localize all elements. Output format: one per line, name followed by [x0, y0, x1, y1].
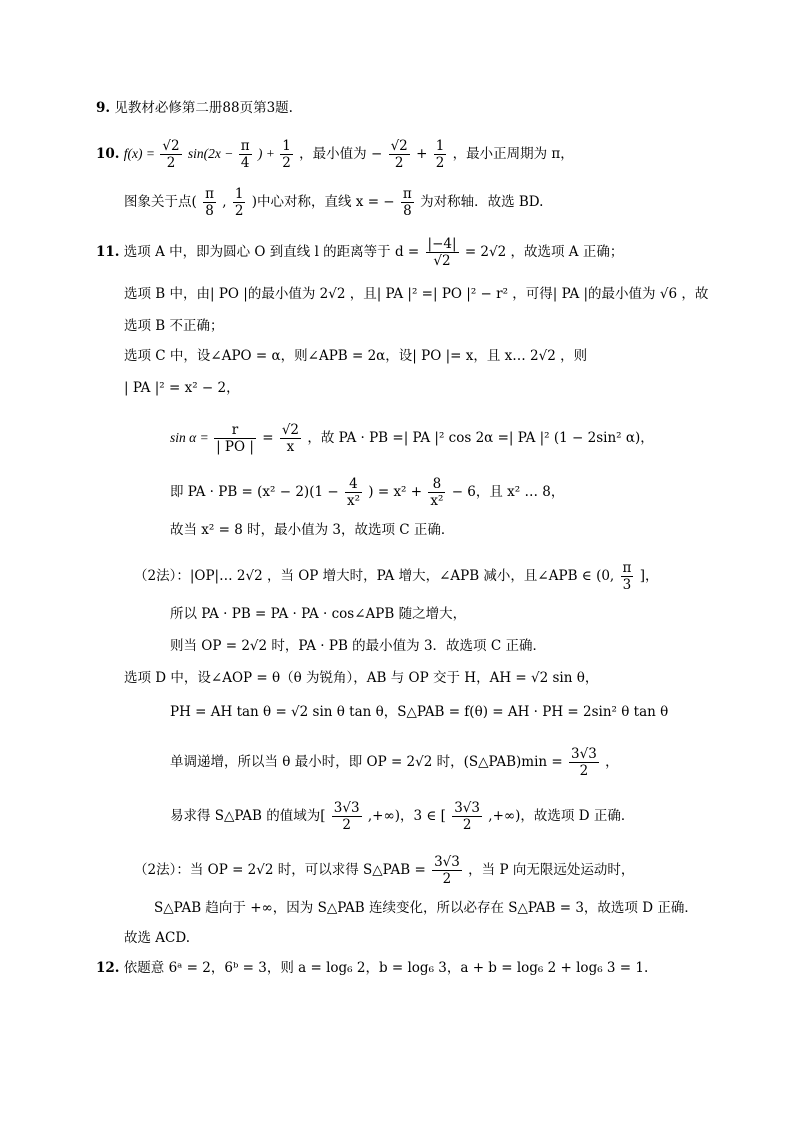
q10-symmetry-text: 图象关于点(	[124, 194, 197, 210]
q11-line18: 故选 ACD.	[124, 930, 191, 946]
q11-line4: 选项 C 中，设∠APO = α，则∠APB = 2α，设| PO |= x，且 x… 2√2 ，则	[124, 348, 588, 364]
q10-period-text: ，最小正周期为 π，	[452, 146, 574, 162]
q9-number: 9.	[96, 100, 111, 116]
q11-l1-text: 选项 A 中，即为圆心 O 到直线 l 的距离等于 d =	[123, 244, 424, 260]
q10-frac7-den: 2	[234, 203, 244, 219]
q10-frac7	[233, 186, 246, 219]
q11-l7-f2-den: x²	[430, 493, 444, 509]
q11-l9-frac	[621, 560, 634, 593]
q11-l15-f1-den: 2	[332, 816, 362, 833]
q11-l6-eq: =	[262, 430, 278, 446]
q10-frac1-den: 2	[160, 154, 181, 171]
q11-line14	[170, 746, 619, 779]
q10-frac5-num: 1	[435, 138, 445, 154]
q11-l15-pre: 易求得 S△PAB 的值域为[	[170, 808, 326, 824]
q10-frac2-den: 4	[239, 154, 252, 171]
q10-frac5-den: 2	[435, 155, 445, 171]
q10-comma: ,	[222, 194, 227, 210]
q11-l15-mid: ,+∞)，3 ∈ [	[367, 808, 446, 824]
q10-frac2	[239, 138, 252, 171]
q10-plus: ) +	[257, 146, 279, 161]
q11-line9	[134, 560, 658, 593]
q10-frac4-num: √2	[390, 138, 408, 154]
q11-line8: 故当 x² = 8 时，最小值为 3，故选项 C 正确．	[170, 522, 455, 538]
q11-l14-f-num: 3√3	[571, 746, 597, 762]
q11-l16-pre: （2法）：当 OP = 2√2 时，可以求得 S△PAB =	[134, 862, 431, 878]
q11-l9-end: ]，	[639, 568, 659, 584]
q10-frac1-num: √2	[162, 138, 180, 154]
q10-frac6-num: π	[205, 186, 214, 202]
q10-frac4	[389, 138, 410, 171]
q11-l6-f1-num: r	[231, 422, 239, 438]
q11-l14-frac	[569, 746, 599, 779]
q11-line10: 所以 PA · PB = PA · PA · cos∠APB 随之增大，	[170, 606, 467, 622]
q11-l15-end: ,+∞)，故选项 D 正确．	[488, 808, 635, 824]
q11-l16-f-num: 3√3	[434, 854, 460, 870]
q11-l6-end: ，故 PA · PB =| PA |² cos 2α =| PA |² (1 − 2sin² α)，	[307, 430, 654, 446]
q10-min-text: ，最小值为 −	[299, 146, 383, 162]
q9-text: 见教材必修第二册88页第3题.	[114, 100, 293, 116]
q11-l6-f2-den: x	[280, 438, 301, 455]
q12-number: 12.	[96, 960, 120, 976]
q11-line7	[170, 476, 564, 509]
q11-l16-frac	[432, 854, 462, 887]
q11-l14-f-den: 2	[569, 762, 599, 779]
q10-frac3-den: 2	[282, 155, 291, 171]
q11-line5: | PA |² = x² − 2，	[124, 380, 240, 396]
q10-frac8-den: 8	[401, 202, 414, 219]
q11-l1-frac-den: √2	[426, 252, 459, 269]
q10-frac1	[160, 138, 181, 171]
q11-l6-f2-num: √2	[281, 422, 300, 438]
q11-l15-f1-num: 3√3	[333, 800, 360, 816]
q11-line11: 则当 OP = 2√2 时，PA · PB 的最小值为 3．故选项 C 正确．	[170, 638, 546, 654]
q11-l7-end: − 6，且 x² … 8，	[451, 484, 565, 500]
q10-frac6	[203, 186, 216, 219]
q11-l7-mid: ) = x² +	[368, 484, 427, 500]
q11-l7-frac1	[345, 476, 362, 509]
q11-line15	[170, 800, 634, 833]
q12-text: 依题意 6ᵃ = 2，6ᵇ = 3，则 a = log₆ 2，b = log₆ 3，a + b = log₆ 2 + log₆ 3 = 1.	[123, 960, 649, 976]
q11-line6	[170, 422, 654, 455]
q11-line3: 选项 B 不正确；	[124, 318, 224, 334]
q11-l7-f2-num: 8	[432, 476, 442, 492]
q11-l6-pre: sin α =	[170, 430, 213, 445]
q11-l7-f1-den: x²	[346, 493, 360, 509]
q11-l15-frac2	[452, 800, 482, 833]
q10-plus2: +	[416, 146, 432, 162]
q11-l14-pre: 单调递增，所以当 θ 最小时，即 OP = 2√2 时，(S△PAB)min =	[170, 754, 568, 770]
q10-frac3	[280, 138, 293, 171]
q11-line1	[96, 236, 623, 269]
q11-l6-frac2	[280, 422, 301, 455]
q10-frac6-den: 8	[203, 202, 216, 219]
q11-line12: 选项 D 中，设∠AOP = θ（θ 为锐角），AB 与 OP 交于 H，AH = √2 sin θ，	[124, 670, 599, 686]
q10-frac8	[401, 186, 414, 219]
q11-line2: 选项 B 中，由| PO |的最小值为 2√2 ，且| PA |² =| PO |² − r² ，可得| PA |的最小值为 √6 ，故	[124, 286, 709, 302]
q11-l15-f2-num: 3√3	[454, 800, 480, 816]
q11-number: 11.	[96, 244, 120, 260]
q11-l7-frac2	[428, 476, 445, 509]
q11-l9-pre: （2法）：|OP|… 2√2 ，当 OP 增大时，PA 增大，∠APB 减小，且∠APB ∈ (0,	[134, 568, 619, 584]
q11-l9-f-den: 3	[621, 576, 634, 593]
q10-frac5	[434, 138, 447, 171]
q10-frac2-num: π	[240, 138, 250, 154]
q11-line13: PH = AH tan θ = √2 sin θ tan θ，S△PAB = f(θ) = AH · PH = 2sin² θ tan θ	[170, 704, 669, 720]
q11-l15-frac1	[332, 800, 362, 833]
q10-axis-text: )中心对称，直线 x = −	[251, 194, 395, 210]
q11-l14-end: ，	[605, 754, 619, 770]
q11-l1-frac-num: |−4|	[427, 236, 457, 252]
q11-l9-f-num: π	[622, 560, 632, 576]
q11-l6-frac1	[214, 422, 256, 455]
q10-frac4-den: 2	[389, 154, 410, 171]
q11-l7-f1-num: 4	[349, 476, 358, 492]
q10-frac8-num: π	[402, 186, 412, 202]
q9-line	[96, 98, 293, 118]
q10-sin: sin(2x −	[187, 146, 237, 161]
q12-line	[96, 958, 648, 978]
q11-l16-f-den: 2	[432, 870, 462, 887]
q11-l6-f1-den: | PO |	[216, 439, 254, 455]
q11-l7-pre: 即 PA · PB = (x² − 2)(1 −	[170, 484, 343, 500]
q10-answer: 为对称轴．故选 BD.	[420, 194, 544, 210]
q11-l1-end: = 2√2 ，故选项 A 正确；	[464, 244, 624, 260]
q11-l1-frac	[426, 236, 459, 269]
q11-l16-end: ，当 P 向无限远处运动时，	[468, 862, 635, 878]
q10-frac7-num: 1	[234, 186, 244, 202]
q10-number: 10.	[96, 146, 120, 162]
q11-line17: S△PAB 趋向于 +∞，因为 S△PAB 连续变化，所以必存在 S△PAB = 3，故选项 D 正确．	[154, 900, 698, 916]
q10-line1	[96, 138, 574, 171]
q10-frac3-num: 1	[282, 138, 291, 154]
q11-line16	[134, 854, 634, 887]
q11-l15-f2-den: 2	[452, 816, 482, 833]
q10-line2	[124, 186, 543, 219]
q10-func: f(x) =	[123, 146, 159, 161]
